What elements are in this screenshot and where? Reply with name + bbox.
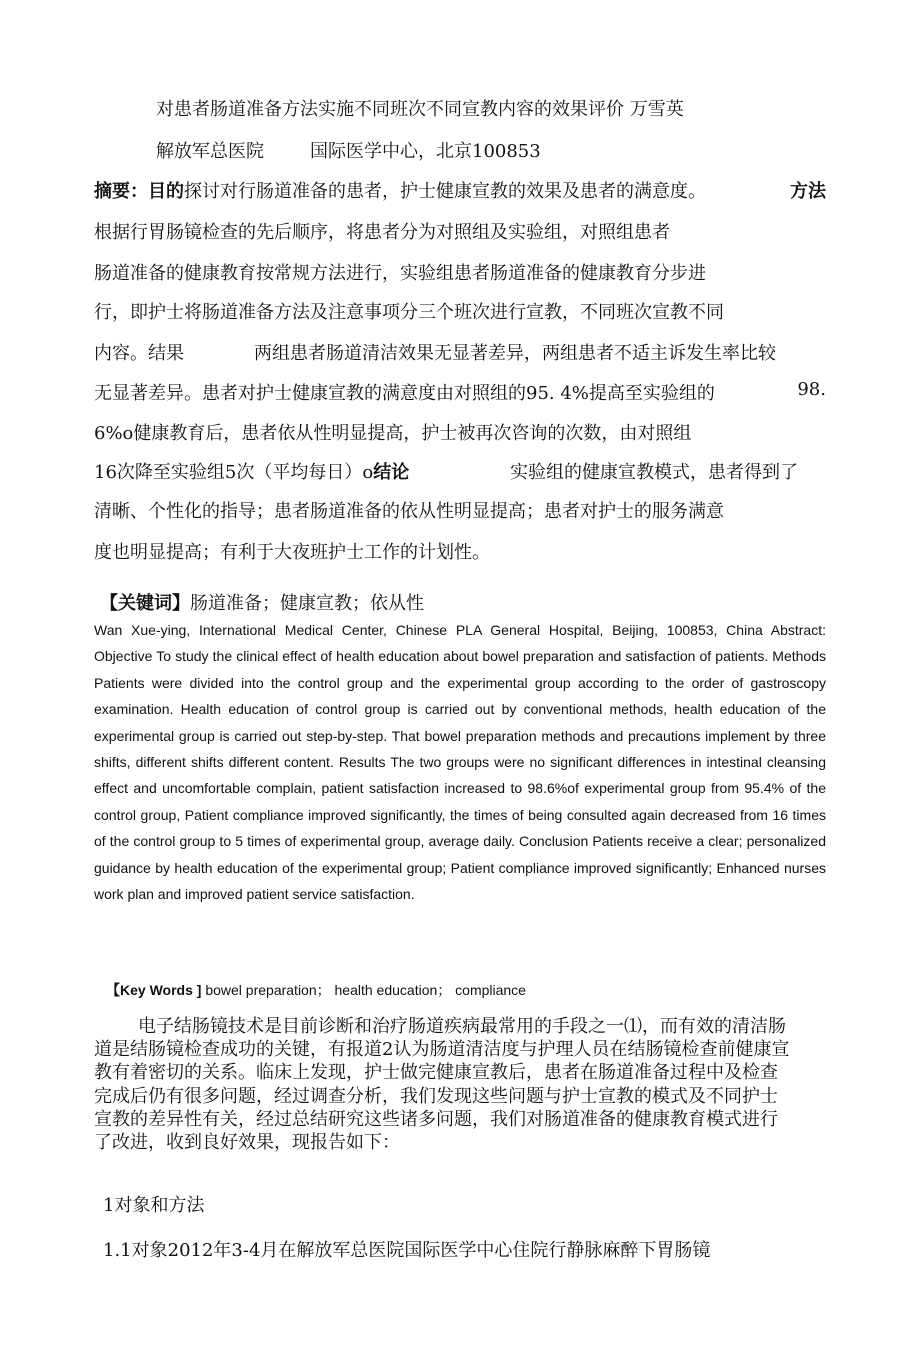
- abstract-line-5: [94, 339, 776, 365]
- keywords-cn-label: 【关键词】: [100, 593, 190, 614]
- affiliation-hospital: 解放军总医院: [156, 141, 264, 162]
- affiliation-center: 国际医学中心，北京100853: [310, 141, 541, 162]
- results-label: 内容。结果: [94, 343, 184, 364]
- abstract-line-8: [94, 458, 798, 484]
- abstract-line-2: 根据行胃肠镜检查的先后顺序，将患者分为对照组及实验组，对照组患者: [94, 222, 670, 243]
- abstract-line-3: 肠道准备的健康教育按常规方法进行，实验组患者肠道准备的健康教育分步进: [94, 263, 706, 284]
- consult-text: 16次降至实验组5次（平均每日）o: [94, 462, 374, 483]
- purpose-label: 目的: [148, 181, 184, 202]
- keywords-en-text: bowel preparation； health education； compliance: [201, 982, 526, 998]
- abstract-line-7: 6%o健康教育后，患者依从性明显提高，护士被再次咨询的次数，由对照组: [94, 423, 692, 444]
- abstract-en-text: Wan Xue-ying, International Medical Center, Chinese PLA General Hospital, Beijing, 100853, China Abstract: Objective To study the clinical effect of health education about bowel preparation and satisfaction of patients. Methods Patients were divided into the control group and the experimental group according to the order of gastroscopy examination. Health education of control group is carried out by conventional methods, health education of the experimental group is carried out step-by-step. That bowel preparation methods and precautions implement by three shifts, different shifts different content. Results The two groups were no significant differences in intestinal cleansing effect and uncomfortable complain, patient satisfaction increased to 98.6%of experimental group from 95.4% of the control group, Patient compliance improved significantly, the times of being consulted again decreased from 16 times of the control group to 5 times of experimental group, average daily. Conclusion Patients receive a clear; personalized guidance by health education of the experimental group; Patient compliance improved significantly; Enhanced nurses work plan and improved patient service satisfaction.: [94, 622, 826, 903]
- abstract-line-6: [94, 379, 826, 405]
- keywords-en: [106, 980, 526, 1000]
- satisfaction-value: 98.: [797, 379, 826, 400]
- affiliation: [156, 137, 541, 163]
- abstract-line-1: [94, 177, 826, 203]
- abstract-label: 摘要：: [94, 181, 148, 202]
- abstract-line-4: 行，即护士将肠道准备方法及注意事项分三个班次进行宣教，不同班次宣教不同: [94, 302, 724, 323]
- paper-title: 对患者肠道准备方法实施不同班次不同宣教内容的效果评价 万雪英: [156, 99, 684, 120]
- section-heading: 1对象和方法: [103, 1195, 205, 1216]
- keywords-cn-text: 肠道准备；健康宣教；依从性: [190, 593, 424, 614]
- keywords-cn: [100, 589, 424, 615]
- purpose-text: 探讨对行肠道准备的患者，护士健康宣教的效果及患者的满意度。: [184, 181, 706, 202]
- conclusion-label: 结论: [373, 462, 410, 483]
- subsection-line: 1.1对象2012年3-4月在解放军总医院国际医学中心住院行静脉麻醉下胃肠镜: [103, 1240, 711, 1261]
- abstract-en: [94, 617, 826, 907]
- results-text: 两组患者肠道清洁效果无显著差异，两组患者不适主诉发生率比较: [254, 343, 776, 364]
- intro-paragraph: 电子结肠镜技术是目前诊断和治疗肠道疾病最常用的手段之一⑴，而有效的清洁肠道是结肠镜检查成功的关键，有报道2认为肠道清洁度与护理人员在结肠镜检查前健康宣教有着密切的关系。临床上发现，护士做完健康宣教后，患者在肠道准备过程中及检查完成后仍有很多问题，经过调查分析，我们发现这些问题与护士宣教的模式及不同护士宣教的差异性有关，经过总结研究这些诸多问题，我们对肠道准备的健康教育模式进行了改进，收到良好效果，现报告如下：: [94, 1016, 790, 1154]
- abstract-line-9: 清晰、个性化的指导；患者肠道准备的依从性明显提高；患者对护士的服务满意: [94, 501, 724, 522]
- abstract-line-10: 度也明显提高；有利于大夜班护士工作的计划性。: [94, 542, 490, 563]
- conclusion-text: 实验组的健康宣教模式，患者得到了: [510, 462, 798, 483]
- satisfaction-text: 无显著差异。患者对护士健康宣教的满意度由对照组的95. 4%提高至实验组的: [94, 383, 715, 404]
- keywords-en-label: 【Key Words ]: [106, 982, 202, 998]
- method-label: 方法: [790, 181, 826, 202]
